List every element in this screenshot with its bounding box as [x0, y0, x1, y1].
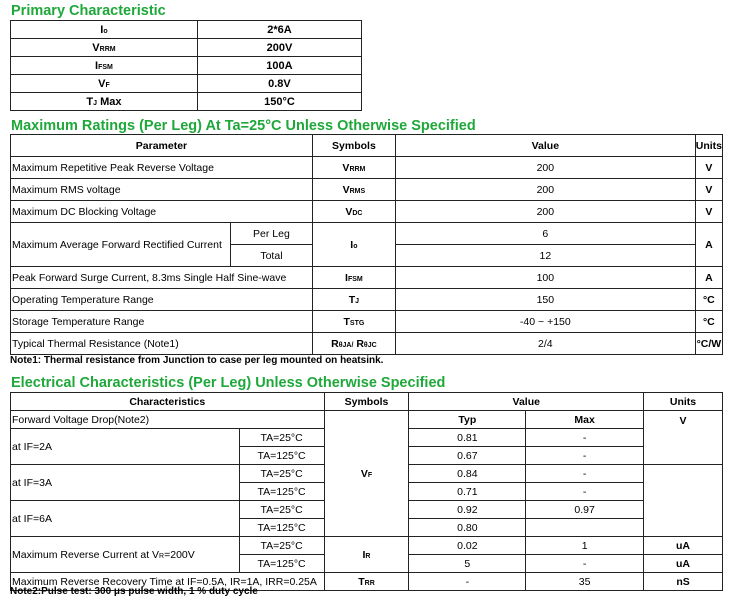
- cell: -: [526, 555, 644, 573]
- cell: Units: [644, 393, 723, 411]
- cell: 200: [395, 157, 695, 179]
- cell: TA=25°C: [239, 501, 324, 519]
- symbol: TRR: [358, 575, 375, 588]
- note1: Note1: Thermal resistance from Junction to case per leg mounted on heatsink.: [10, 355, 384, 366]
- cell: nS: [644, 573, 723, 591]
- value-cell: 0.8V: [197, 75, 361, 93]
- param-cell: Storage Temperature Range: [11, 311, 313, 333]
- header-row: [11, 393, 723, 411]
- electrical-title: Electrical Characteristics (Per Leg) Unless Otherwise Specified: [11, 375, 446, 391]
- cell: [324, 573, 409, 591]
- table-row: [11, 93, 362, 111]
- ratings-title: Maximum Ratings (Per Leg) At Ta=25°C Unless Otherwise Specified: [11, 118, 476, 134]
- note2: Note2:Pulse test: 300 μs pulse width, 1 % duty cycle: [10, 586, 258, 597]
- cell: Units: [695, 135, 722, 157]
- symbol: IFSM: [345, 271, 363, 284]
- cell: uA: [644, 555, 723, 573]
- cell: 200: [395, 201, 695, 223]
- cell: °C: [695, 289, 722, 311]
- cell: Symbols: [312, 135, 395, 157]
- symbol: VF: [98, 77, 110, 90]
- symbol: Io: [100, 23, 108, 36]
- cell: uA: [644, 537, 723, 555]
- cell: 100: [395, 267, 695, 289]
- cell: V: [644, 411, 723, 465]
- table-row: [11, 289, 723, 311]
- cell: 1: [526, 537, 644, 555]
- cell: 0.92: [409, 501, 526, 519]
- table-row: [11, 411, 723, 429]
- table-row: [11, 223, 723, 245]
- cell: °C/W: [695, 333, 722, 355]
- cell: 0.97: [526, 501, 644, 519]
- cell: °C: [695, 311, 722, 333]
- param-cell: Maximum Repetitive Peak Reverse Voltage: [11, 157, 313, 179]
- cell: at IF=2A: [11, 429, 240, 465]
- cell: [312, 267, 395, 289]
- cell: Forward Voltage Drop(Note2): [11, 411, 325, 429]
- cell: [644, 465, 723, 537]
- table-row: [11, 39, 362, 57]
- cell: Symbols: [324, 393, 409, 411]
- cell: -: [409, 573, 526, 591]
- value-cell: 100A: [197, 57, 361, 75]
- cell: 0.81: [409, 429, 526, 447]
- cell: -: [526, 447, 644, 465]
- symbol: IFSM: [95, 59, 113, 72]
- symbol-cell: [11, 57, 198, 75]
- cell: V: [695, 179, 722, 201]
- cell: TA=25°C: [239, 465, 324, 483]
- cell: 0.67: [409, 447, 526, 465]
- symbol: IR: [362, 548, 371, 561]
- cell: [324, 537, 409, 573]
- cell: Value: [409, 393, 644, 411]
- symbol: VDC: [345, 205, 363, 218]
- cell: Parameter: [11, 135, 313, 157]
- cell: TA=25°C: [239, 537, 324, 555]
- symbol: VRRM: [92, 41, 116, 54]
- value-cell: 200V: [197, 39, 361, 57]
- cell: [312, 157, 395, 179]
- cell: Characteristics: [11, 393, 325, 411]
- symbol: RθJA/ RθJC: [331, 337, 377, 350]
- cell: -: [526, 429, 644, 447]
- param-cell: Peak Forward Surge Current, 8.3ms Single Half Sine-wave: [11, 267, 313, 289]
- cell: [312, 333, 395, 355]
- cell: at IF=3A: [11, 465, 240, 501]
- cell: Maximum Reverse Recovery Time at IF=0.5A, IR=1A, IRR=0.25A: [11, 573, 325, 591]
- cell: 0.80: [409, 519, 526, 537]
- symbol-cell: [11, 93, 198, 111]
- value-cell: 2*6A: [197, 21, 361, 39]
- symbol: Io: [350, 238, 358, 251]
- cell: Typ: [409, 411, 526, 429]
- table-row: [11, 311, 723, 333]
- header-row: [11, 135, 723, 157]
- cell: TA=25°C: [239, 429, 324, 447]
- cell: [312, 289, 395, 311]
- electrical-table: [10, 392, 723, 591]
- table-row: [11, 333, 723, 355]
- symbol: VF: [360, 467, 373, 480]
- table-row: [11, 21, 362, 39]
- cell: [312, 201, 395, 223]
- table-row: [11, 179, 723, 201]
- cell: 2/4: [395, 333, 695, 355]
- cell: -40 ~ +150: [395, 311, 695, 333]
- param-cell: Maximum Average Forward Rectified Current: [11, 223, 231, 267]
- cell: [312, 311, 395, 333]
- symbol-cell: [11, 75, 198, 93]
- cell: [312, 179, 395, 201]
- param-cell: Typical Thermal Resistance (Note1): [11, 333, 313, 355]
- cell: -: [526, 465, 644, 483]
- cell: TA=125°C: [239, 555, 324, 573]
- table-row: [11, 57, 362, 75]
- cell: A: [695, 223, 722, 267]
- cell: [312, 223, 395, 267]
- cell: Maximum Reverse Current at VR=200V: [11, 537, 240, 573]
- table-row: [11, 75, 362, 93]
- cell: at IF=6A: [11, 501, 240, 537]
- cell: 0.84: [409, 465, 526, 483]
- symbol: TSTG: [343, 315, 365, 328]
- param-cell: Operating Temperature Range: [11, 289, 313, 311]
- cell: TA=125°C: [239, 447, 324, 465]
- param-cell: Maximum DC Blocking Voltage: [11, 201, 313, 223]
- symbol-cell: [11, 21, 198, 39]
- cell: [324, 411, 409, 537]
- cell: V: [695, 201, 722, 223]
- symbol: TJ: [348, 293, 360, 306]
- table-row: [11, 201, 723, 223]
- value-cell: 150°C: [197, 93, 361, 111]
- cell: TA=125°C: [239, 483, 324, 501]
- symbol: TJ Max: [86, 95, 122, 108]
- cell: A: [695, 267, 722, 289]
- cell: Value: [395, 135, 695, 157]
- cell: Per Leg: [230, 223, 312, 245]
- cell: V: [695, 157, 722, 179]
- symbol-cell: [11, 39, 198, 57]
- symbol: VRRM: [342, 161, 366, 174]
- param-cell: Maximum RMS voltage: [11, 179, 313, 201]
- table-row: [11, 157, 723, 179]
- cell: Max: [526, 411, 644, 429]
- cell: -: [526, 483, 644, 501]
- cell: Total: [230, 245, 312, 267]
- table-row: [11, 267, 723, 289]
- cell: 5: [409, 555, 526, 573]
- cell: 0.71: [409, 483, 526, 501]
- ratings-table: [10, 134, 723, 355]
- table-row: [11, 537, 723, 555]
- cell: 35: [526, 573, 644, 591]
- cell: 150: [395, 289, 695, 311]
- primary-table: [10, 20, 362, 111]
- cell: TA=125°C: [239, 519, 324, 537]
- cell: 0.02: [409, 537, 526, 555]
- primary-title: Primary Characteristic: [11, 3, 166, 19]
- cell: 200: [395, 179, 695, 201]
- symbol: VRMS: [342, 183, 366, 196]
- cell: 12: [395, 245, 695, 267]
- cell: 6: [395, 223, 695, 245]
- cell: [526, 519, 644, 537]
